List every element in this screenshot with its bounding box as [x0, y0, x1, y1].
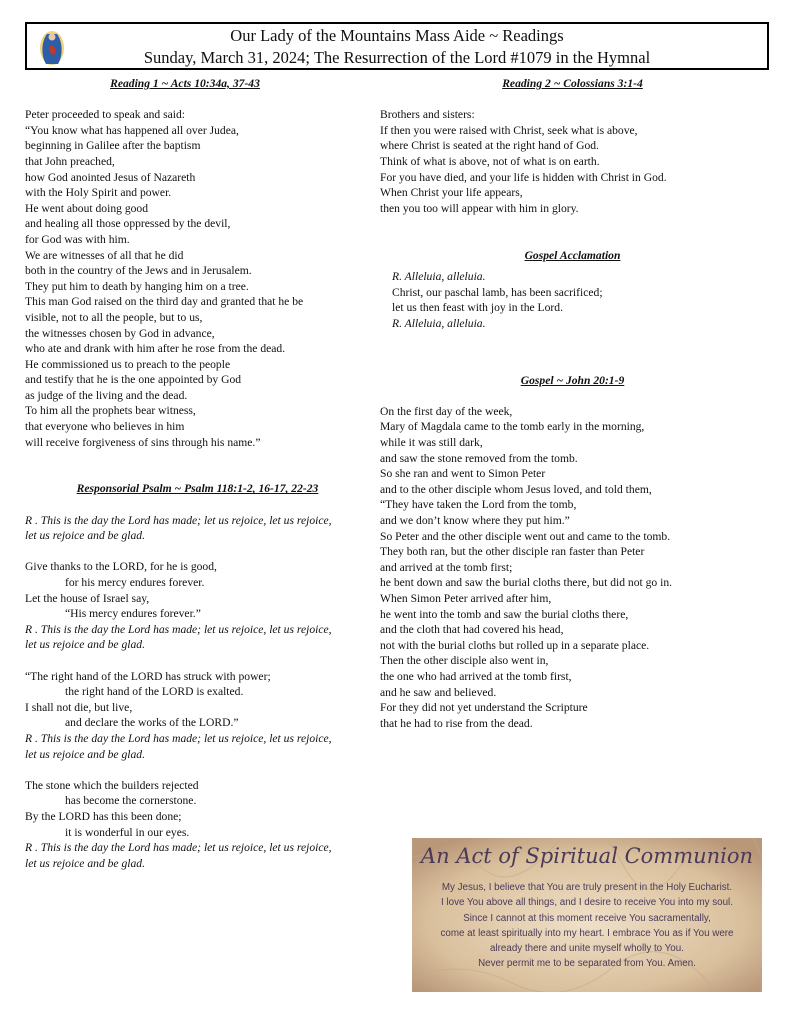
card-prayer-line: Since I cannot at this moment receive You sacramentally,	[463, 912, 711, 924]
psalm-response: R . This is the day the Lord has made; let us rejoice, let us rejoice,	[25, 731, 332, 745]
gospel-line: Then the other disciple also went in,	[380, 654, 549, 668]
card-title: An Act of Spiritual Communion	[420, 844, 754, 868]
psalm-line: and declare the works of the LORD.”	[65, 716, 239, 730]
reading2-line: If then you were raised with Christ, seek what is above,	[380, 123, 638, 137]
acclamation-line: let us then feast with joy in the Lord.	[392, 301, 563, 315]
psalm-line: By the LORD has this been done;	[25, 809, 182, 823]
gospel-line: and the cloth that had covered his head,	[380, 623, 564, 637]
acclamation-alleluia: R. Alleluia, alleluia.	[392, 270, 486, 284]
reading1-line: that everyone who believes in him	[25, 420, 185, 434]
header-title: Our Lady of the Mountains Mass Aide ~ Readings	[230, 26, 564, 45]
gospel-line: the one who had arrived at the tomb first,	[380, 669, 572, 683]
gospel-line: So Peter and the other disciple went out and came to the tomb.	[380, 529, 671, 543]
reading1-line: for God was with him.	[25, 232, 130, 246]
card-prayer-line: already there and unite myself wholly to You.	[490, 943, 684, 955]
psalm-line: Let the house of Israel say,	[25, 591, 150, 605]
gospel-line: Mary of Magdala came to the tomb early in the morning,	[380, 420, 645, 434]
acclamation-line: Christ, our paschal lamb, has been sacrificed;	[392, 285, 603, 299]
psalm-line: the right hand of the LORD is exalted.	[65, 685, 244, 699]
gospel-line: and saw the stone removed from the tomb.	[380, 451, 578, 465]
reading1-line: both in the country of the Jews and in Jerusalem.	[25, 264, 252, 278]
gospel-line: while it was still dark,	[380, 436, 483, 450]
reading1-line: who ate and drank with him after he rose from the dead.	[25, 342, 286, 356]
psalm-line: it is wonderful in our eyes.	[65, 825, 190, 839]
card-prayer-text	[412, 880, 762, 972]
reading1-line: He commissioned us to preach to the people	[25, 357, 231, 371]
gospel-title: Gospel ~ John 20:1-9	[520, 373, 625, 387]
reading1-line: with the Holy Spirit and power.	[25, 186, 172, 200]
header-box	[25, 22, 769, 70]
reading2-line: Think of what is above, not of what is on earth.	[380, 154, 600, 168]
right-column	[380, 76, 765, 731]
reading1-line: will receive forgiveness of sins through his name.”	[25, 435, 261, 449]
header-subtitle: Sunday, March 31, 2024; The Resurrection of the Lord #1079 in the Hymnal	[143, 48, 651, 67]
spiritual-communion-card	[412, 838, 762, 992]
reading1-line: how God anointed Jesus of Nazareth	[25, 170, 196, 184]
psalm-line: Give thanks to the LORD, for he is good,	[25, 560, 217, 574]
psalm-response: let us rejoice and be glad.	[25, 638, 145, 652]
reading1-title: Reading 1 ~ Acts 10:34a, 37-43	[110, 77, 260, 90]
reading2-line: Brothers and sisters:	[380, 108, 475, 122]
reading1-line: Peter proceeded to speak and said:	[25, 108, 185, 122]
reading1-line: that John preached,	[25, 154, 115, 168]
reading1-line: To him all the prophets bear witness,	[25, 404, 196, 418]
reading1-line: the witnesses chosen by God in advance,	[25, 326, 215, 340]
gospel-line: “They have taken the Lord from the tomb,	[380, 498, 577, 512]
psalm-line: for his mercy endures forever.	[65, 576, 205, 589]
reading2-title: Reading 2 ~ Colossians 3:1-4	[502, 77, 643, 90]
reading1-text	[25, 107, 370, 450]
card-prayer-line: I love You above all things, and I desire to receive You into my soul.	[441, 897, 733, 909]
gospel-line: On the first day of the week,	[380, 404, 513, 418]
card-prayer-line: My Jesus, I believe that You are truly present in the Holy Eucharist.	[441, 882, 733, 893]
acclamation-title: Gospel Acclamation	[524, 248, 621, 262]
reading1-line: as judge of the living and the dead.	[25, 388, 188, 402]
card-prayer-line: Never permit me to be separated from You. Amen.	[478, 958, 696, 970]
gospel-line: and to the other disciple whom Jesus loved, and told them,	[380, 482, 652, 496]
left-column	[25, 76, 370, 871]
reading1-line: They put him to death by hanging him on a tree.	[25, 279, 249, 293]
psalm-response: R . This is the day the Lord has made; let us rejoice, let us rejoice,	[25, 841, 332, 855]
psalm-line: “His mercy endures forever.”	[65, 607, 201, 621]
reading1-line: “You know what has happened all over Judea,	[25, 123, 239, 137]
psalm-title: Responsorial Psalm ~ Psalm 118:1-2, 16-17, 22-23	[76, 482, 319, 496]
psalm-line: The stone which the builders rejected	[25, 778, 199, 792]
reading2-line: where Christ is seated at the right hand of God.	[380, 139, 599, 153]
reading1-line: and testify that he is the one appointed by God	[25, 373, 242, 387]
reading1-line: We are witnesses of all that he did	[25, 248, 184, 262]
reading1-line: beginning in Galilee after the baptism	[25, 139, 201, 153]
gospel-line: and arrived at the tomb first;	[380, 560, 513, 574]
reading1-line: visible, not to all the people, but to us,	[25, 310, 203, 324]
psalm-line: “The right hand of the LORD has struck with power;	[25, 669, 271, 683]
psalm-response: let us rejoice and be glad.	[25, 529, 145, 543]
card-prayer-line: come at least spiritually into my heart. I embrace You as if You were	[440, 927, 734, 939]
gospel-line: he went into the tomb and saw the burial cloths there,	[380, 607, 629, 621]
gospel-line: So she ran and went to Simon Peter	[380, 467, 546, 481]
reading2-text	[380, 107, 765, 216]
psalm-response: R . This is the day the Lord has made; let us rejoice, let us rejoice,	[25, 513, 332, 527]
gospel-line: not with the burial cloths but rolled up in a separate place.	[380, 638, 650, 652]
gospel-line: and he saw and believed.	[380, 685, 497, 699]
gospel-text	[380, 404, 765, 731]
reading1-line: He went about doing good	[25, 201, 149, 215]
reading2-line: For you have died, and your life is hidden with Christ in God.	[380, 170, 667, 184]
psalm-response: R . This is the day the Lord has made; let us rejoice, let us rejoice,	[25, 622, 332, 636]
gospel-line: and we don’t know where they put him.”	[380, 514, 570, 528]
gospel-line: They both ran, but the other disciple ran faster than Peter	[380, 545, 645, 559]
gospel-line: that he had to rise from the dead.	[380, 716, 533, 730]
gospel-line: When Simon Peter arrived after him,	[380, 592, 552, 605]
reading2-line: When Christ your life appears,	[380, 186, 523, 200]
gospel-line: For they did not yet understand the Scripture	[380, 701, 588, 715]
reading1-line: This man God raised on the third day and granted that he be	[25, 295, 304, 309]
psalm-response: let us rejoice and be glad.	[25, 747, 145, 761]
reading1-line: and healing all those oppressed by the devil,	[25, 217, 231, 231]
psalm-response: let us rejoice and be glad.	[25, 856, 145, 870]
gospel-line: he bent down and saw the burial cloths there, but did not go in.	[380, 576, 673, 590]
psalm-line: has become the cornerstone.	[65, 794, 197, 808]
reading2-line: then you too will appear with him in glory.	[380, 201, 579, 215]
acclamation-alleluia: R. Alleluia, alleluia.	[392, 316, 486, 330]
psalm-line: I shall not die, but live,	[25, 700, 133, 714]
